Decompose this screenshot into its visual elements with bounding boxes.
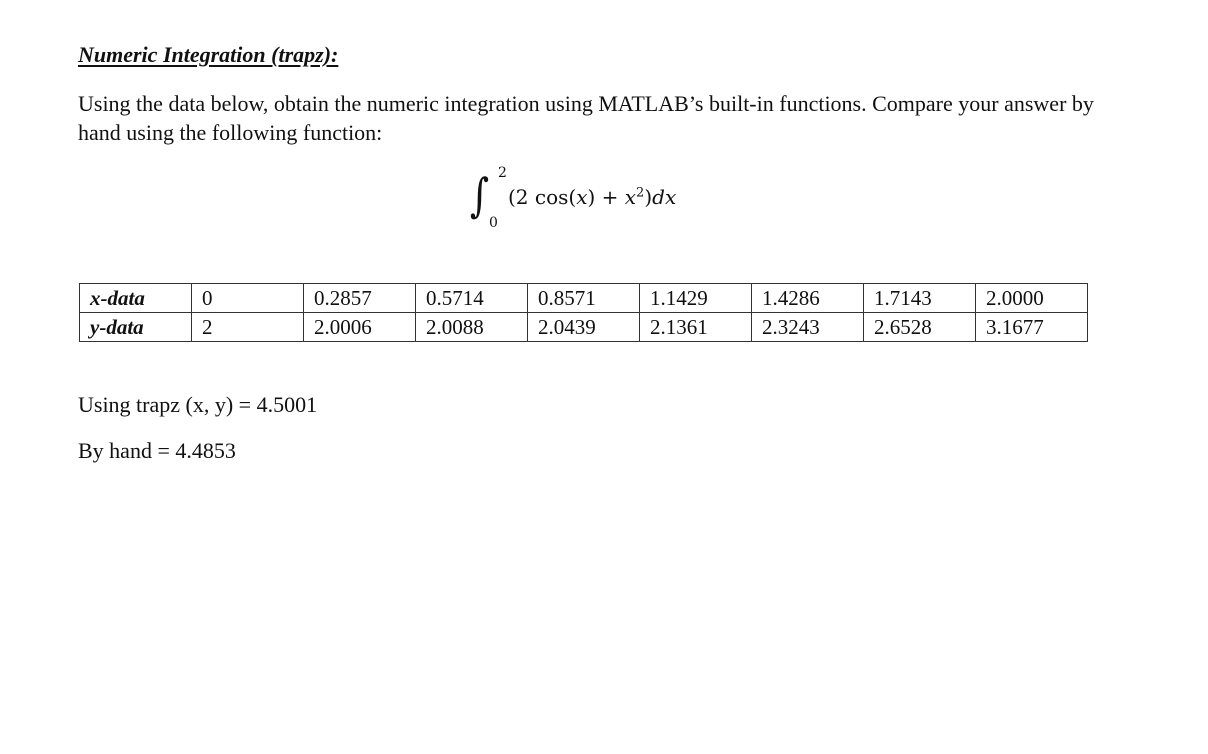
row-label: y-data bbox=[80, 313, 192, 342]
section-heading: Numeric Integration (trapz): bbox=[78, 42, 339, 67]
integrand-prefix: (2 cos( bbox=[508, 185, 577, 209]
lower-limit: 0 bbox=[489, 215, 498, 231]
table-cell: 2.0000 bbox=[976, 284, 1088, 313]
exponent: 2 bbox=[636, 185, 645, 201]
differential: dx bbox=[652, 185, 677, 209]
integral-formula bbox=[470, 165, 730, 235]
instructions-paragraph: Using the data below, obtain the numeric integration using MATLAB’s built-in functions. Compare your answer by hand using the following function: bbox=[78, 91, 1094, 145]
variable-x: x bbox=[576, 185, 588, 209]
table-cell: 2.3243 bbox=[752, 313, 864, 342]
variable-x-squared: x bbox=[624, 185, 637, 209]
table-cell: 0.8571 bbox=[528, 284, 640, 313]
table-cell: 0.5714 bbox=[416, 284, 528, 313]
data-table bbox=[79, 283, 1088, 342]
integrand bbox=[508, 185, 676, 209]
upper-limit: 2 bbox=[498, 165, 507, 181]
table-cell: 1.1429 bbox=[640, 284, 752, 313]
table-cell: 3.1677 bbox=[976, 313, 1088, 342]
integral-sign: ∫ bbox=[470, 168, 490, 222]
table-cell: 2.0439 bbox=[528, 313, 640, 342]
table-cell: 1.7143 bbox=[864, 284, 976, 313]
close-paren: ) bbox=[644, 185, 653, 209]
trapz-result: Using trapz (x, y) = 4.5001 bbox=[78, 392, 318, 417]
table-row bbox=[80, 284, 1088, 313]
table-cell: 2 bbox=[192, 313, 304, 342]
integrand-mid: ) + bbox=[587, 185, 625, 209]
table-cell: 0 bbox=[192, 284, 304, 313]
table-cell: 1.4286 bbox=[752, 284, 864, 313]
table-cell: 0.2857 bbox=[304, 284, 416, 313]
table-row bbox=[80, 313, 1088, 342]
table-cell: 2.0088 bbox=[416, 313, 528, 342]
table-cell: 2.1361 bbox=[640, 313, 752, 342]
by-hand-result: By hand = 4.4853 bbox=[78, 438, 236, 463]
table-cell: 2.6528 bbox=[864, 313, 976, 342]
row-label: x-data bbox=[80, 284, 192, 313]
table-cell: 2.0006 bbox=[304, 313, 416, 342]
